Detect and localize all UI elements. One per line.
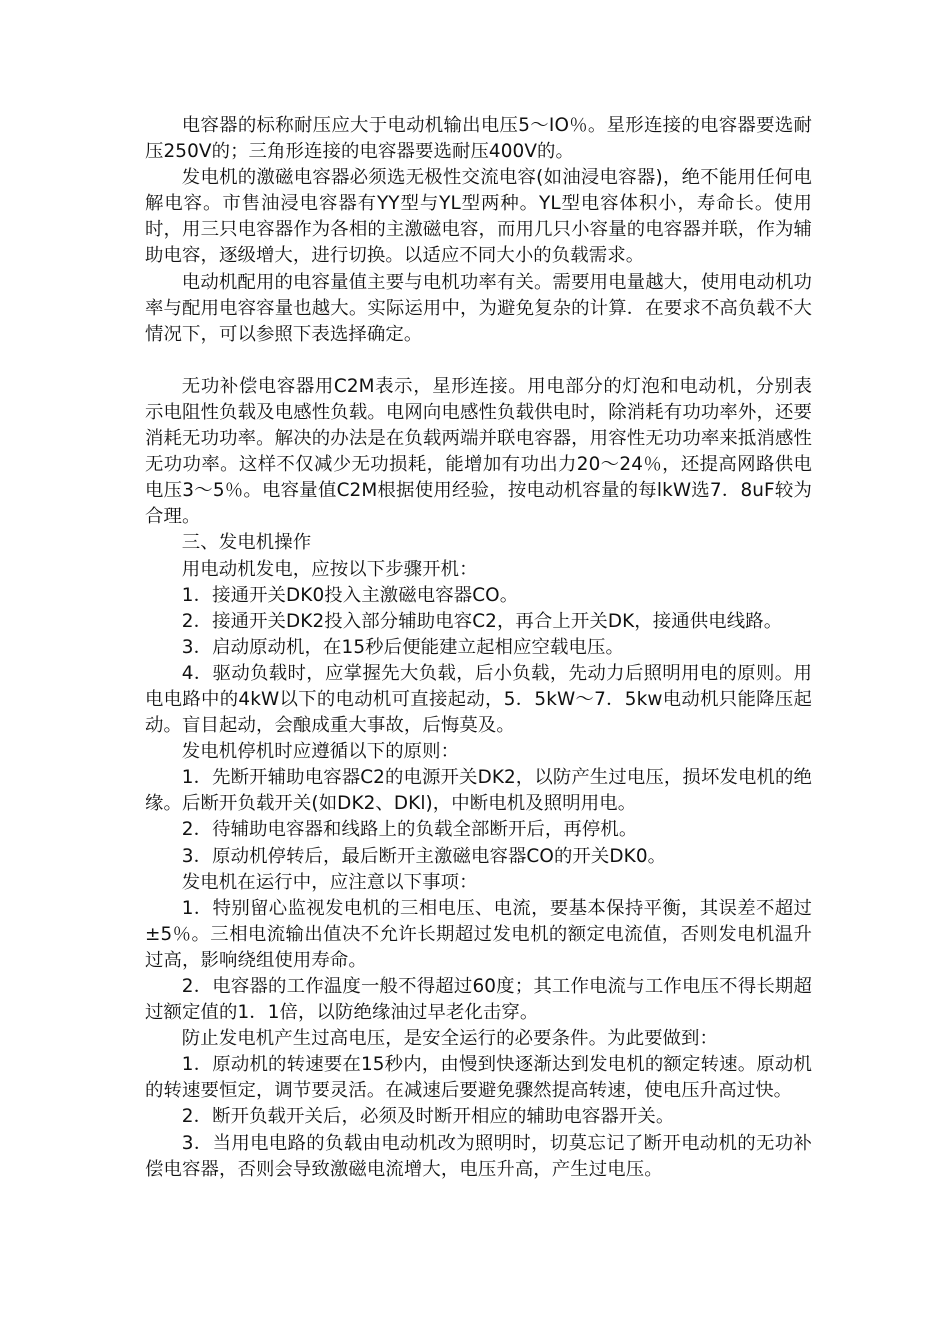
table-gap xyxy=(145,348,812,374)
list-item-running-1: 1．特别留心监视发电机的三相电压、电流，要基本保持平衡，其误差不超过±5％。三相电流输出值决不允许长期超过发电机的额定电流值，否则发电机温升过高，影响绕组使用寿命。 xyxy=(145,897,812,971)
paragraph-running-intro: 发电机在运行中，应注意以下事项： xyxy=(181,871,478,893)
paragraph-shutdown-intro: 发电机停机时应遵循以下的原则： xyxy=(181,741,460,763)
paragraph-reactive-compensation: 无功补偿电容器用C2M表示，星形连接。用电部分的灯泡和电动机，分别表示电阻性负载及电感性负载。电网向电感性负载供电时，除消耗有功功率外，还要消耗无功功率。解决的办法是在负载两端并联电容器，用容性无功功率来抵消感性无功功率。这样不仅减少无功损耗，能增加有功出力20～24％，还提高网路供电电压3～5％。电容量值C2M根据使用经验，按电动机容量的每lkW选7．8uF较为合理。 xyxy=(145,375,812,528)
paragraph-capacitor-voltage: 电容器的标称耐压应大于电动机输出电压5～IO％。星形连接的电容器要选耐压250V的；三角形连接的电容器要选耐压400V的。 xyxy=(145,115,812,163)
list-item-overvoltage-1: 1．原动机的转速要在15秒内，由慢到快逐渐达到发电机的额定转速。原动机的转速要恒定，调节要灵活。在减速后要避免骤然提高转速，使电压升高过快。 xyxy=(145,1054,812,1102)
list-item-shutdown-3: 3．原动机停转后，最后断开主激磁电容器CO的开关DK0。 xyxy=(181,845,667,867)
list-item-startup-3: 3．启动原动机，在15秒后便能建立起相应空载电压。 xyxy=(181,636,624,658)
section-heading-generator-operation: 三、发电机操作 xyxy=(181,532,312,554)
list-item-startup-4: 4．驱动负载时，应掌握先大负载，后小负载，先动力后照明用电的原则。用电电路中的4kW以下的电动机可直接起动，5．5kW～7．5kw电动机只能降压起动。盲目起动，会酿成重大事故，后悔莫及。 xyxy=(145,662,812,737)
list-item-startup-1: 1．接通开关DK0投入主激磁电容器CO。 xyxy=(181,584,519,606)
document-body xyxy=(145,113,812,1183)
paragraph-startup-intro: 用电动机发电，应按以下步骤开机： xyxy=(181,558,478,580)
list-item-startup-2: 2．接通开关DK2投入部分辅助电容C2，再合上开关DK，接通供电线路。 xyxy=(181,610,783,632)
list-item-running-2: 2．电容器的工作温度一般不得超过60度；其工作电流与工作电压不得长期超过额定值的1．1倍，以防绝缘油过早老化击穿。 xyxy=(145,976,812,1024)
list-item-overvoltage-2: 2．断开负载开关后，必须及时断开相应的辅助电容器开关。 xyxy=(181,1106,675,1128)
list-item-shutdown-2: 2．待辅助电容器和线路上的负载全部断开后，再停机。 xyxy=(181,819,638,841)
list-item-shutdown-1: 1．先断开辅助电容器C2的电源开关DK2，以防产生过电压，损坏发电机的绝缘。后断开负载开关(如DK2、DKl)，中断电机及照明用电。 xyxy=(145,767,812,815)
paragraph-capacitance-selection: 电动机配用的电容量值主要与电机功率有关。需要用电量越大，使用电动机功率与配用电容容量也越大。实际运用中，为避免复杂的计算．在要求不高负载不大情况下，可以参照下表选择确定。 xyxy=(145,271,812,345)
paragraph-overvoltage-intro: 防止发电机产生过高电压，是安全运行的必要条件。为此要做到： xyxy=(181,1028,719,1050)
paragraph-excitation-capacitor: 发电机的激磁电容器必须选无极性交流电容(如油浸电容器)，绝不能用任何电解电容。市售油浸电容器有YY型与YL型两种。YL型电容体积小，寿命长。使用时，用三只电容器作为各相的主激磁电容，而用几只小容量的电容器并联，作为辅助电容，逐级增大，进行切换。以适应不同大小的负载需求。 xyxy=(145,167,812,267)
list-item-overvoltage-3: 3．当用电电路的负载由电动机改为照明时，切莫忘记了断开电动机的无功补偿电容器，否则会导致激磁电流增大，电压升高，产生过电压。 xyxy=(145,1132,812,1180)
